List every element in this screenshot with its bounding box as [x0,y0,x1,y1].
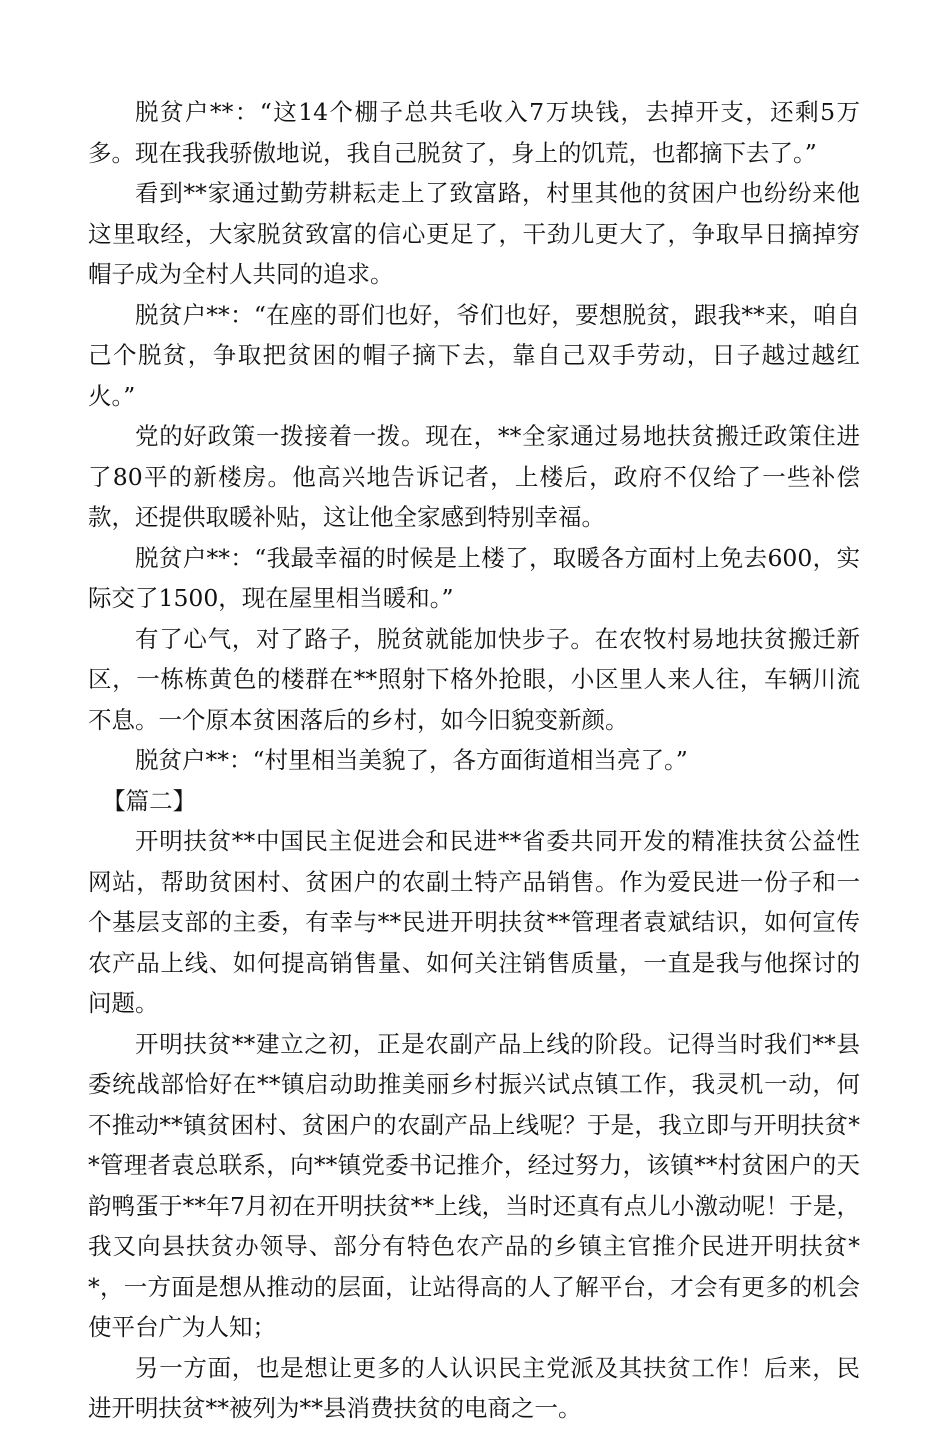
document-body [88,92,860,1429]
paragraph: 看到**家通过勤劳耕耘走上了致富路，村里其他的贫困户也纷纷来他这里取经，大家脱贫致富的信心更足了，干劲儿更大了，争取早日摘掉穷帽子成为全村人共同的追求。 [88,179,860,288]
paragraph: 脱贫户**：“我最幸福的时候是上楼了，取暖各方面村上免去600，实际交了1500，现在屋里相当暖和。” [88,543,860,612]
section-heading: 【篇二】 [102,786,197,815]
paragraph: 开明扶贫**建立之初，正是农副产品上线的阶段。记得当时我们**县委统战部恰好在**镇启动助推美丽乡村振兴试点镇工作，我灵机一动，何不推动**镇贫困村、贫困户的农副产品上线呢？于是，我立即与开明扶贫**管理者袁总联系，向**镇党委书记推介，经过努力，该镇**村贫困户的天韵鸭蛋于**年7月初在开明扶贫**上线，当时还真有点儿小激动呢！于是，我又向县扶贫办领导、部分有特色农产品的乡镇主官推介民进开明扶贫**，一方面是想从推动的层面，让站得高的人了解平台，才会有更多的机会使平台广为人知； [88,1029,860,1341]
paragraph: 脱贫户**：“在座的哥们也好，爷们也好，要想脱贫，跟我**来，咱自己个脱贫，争取把贫困的帽子摘下去，靠自己双手劳动，日子越过越红火。” [88,300,860,410]
paragraph: 另一方面，也是想让更多的人认识民主党派及其扶贫工作！后来，民进开明扶贫**被列为**县消费扶贫的电商之一。 [88,1353,860,1422]
paragraph: 开明扶贫**中国民主促进会和民进**省委共同开发的精准扶贫公益性网站，帮助贫困村、贫困户的农副土特产品销售。作为爱民进一份子和一个基层支部的主委，有幸与**民进开明扶贫**管理者袁斌结识，如何宣传农产品上线、如何提高销售量、如何关注销售质量，一直是我与他探讨的问题。 [88,827,860,1017]
paragraph: 脱贫户**：“村里相当美貌了，各方面街道相当亮了。” [135,746,688,774]
paragraph: 有了心气，对了路子，脱贫就能加快步子。在农牧村易地扶贫搬迁新区，一栋栋黄色的楼群在**照射下格外抢眼，小区里人来人往，车辆川流不息。一个原本贫困落后的乡村，如今旧貌变新颜。 [88,624,860,734]
paragraph: 党的好政策一拨接着一拨。现在，**全家通过易地扶贫搬迁政策住进了80平的新楼房。他高兴地告诉记者，上楼后，政府不仅给了一些补偿款，还提供取暖补贴，这让他全家感到特别幸福。 [88,422,860,531]
paragraph: 脱贫户**：“这14个棚子总共毛收入7万块钱，去掉开支，还剩5万多。现在我我骄傲地说，我自己脱贫了，身上的饥荒，也都摘下去了。” [88,98,860,167]
